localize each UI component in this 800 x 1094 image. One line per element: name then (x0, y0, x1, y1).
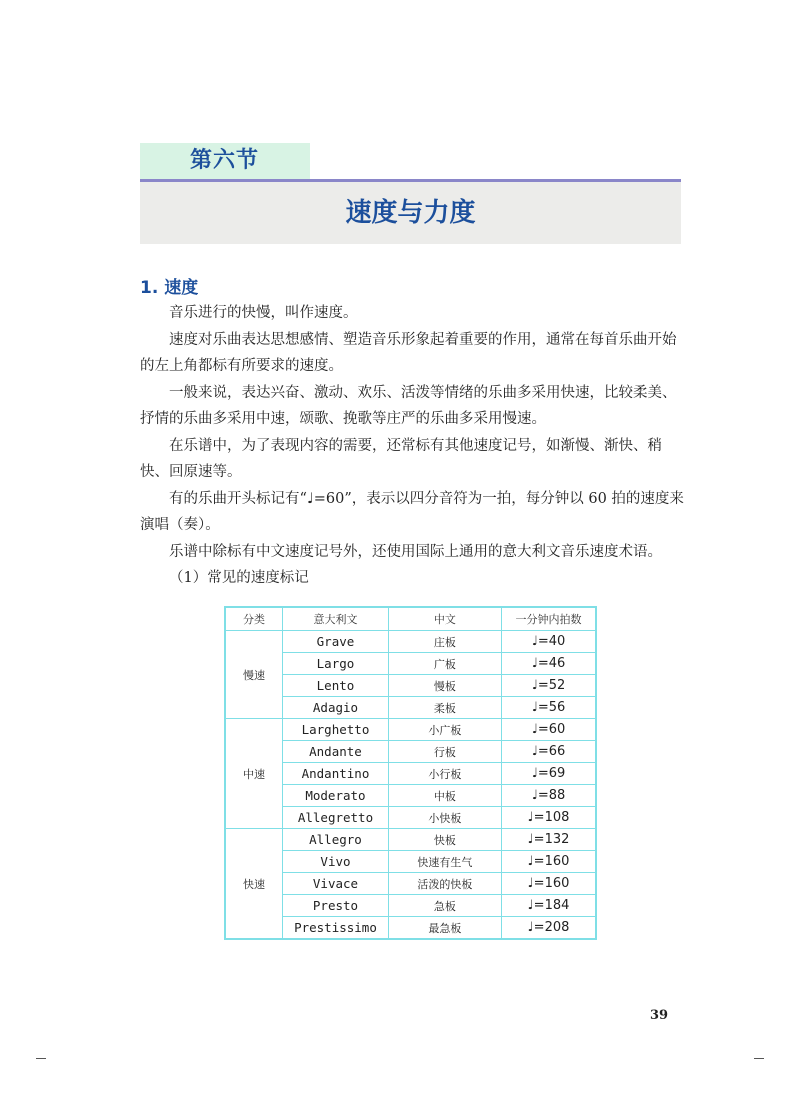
bpm-cell: ♩=46 (501, 653, 596, 675)
bpm-cell: ♩=160 (501, 851, 596, 873)
bpm-cell: ♩=88 (501, 785, 596, 807)
italian-term-cell: Presto (283, 895, 389, 917)
paragraph: 乐谱中除标有中文速度记号外，还使用国际上通用的意大利文音乐速度术语。 (169, 543, 662, 560)
italian-term-cell: Prestissimo (283, 917, 389, 940)
chinese-term-cell: 柔板 (388, 697, 501, 719)
tempo-table-body (225, 631, 596, 940)
table-row (225, 719, 596, 741)
bpm-cell: ♩=60 (501, 719, 596, 741)
bpm-cell: ♩=40 (501, 631, 596, 653)
crop-mark-left (36, 1058, 46, 1059)
chinese-term-cell: 急板 (388, 895, 501, 917)
header-chinese: 中文 (388, 607, 501, 631)
table-header-row (225, 607, 596, 631)
italian-term-cell: Largo (283, 653, 389, 675)
chinese-term-cell: 中板 (388, 785, 501, 807)
paragraph: 音乐进行的快慢，叫作速度。 (169, 305, 358, 321)
chinese-term-cell: 快板 (388, 829, 501, 851)
italian-term-cell: Vivo (283, 851, 389, 873)
chinese-term-cell: 快速有生气 (388, 851, 501, 873)
chinese-term-cell: 广板 (388, 653, 501, 675)
italian-term-cell: Adagio (283, 697, 389, 719)
crop-mark-right (754, 1058, 764, 1059)
italian-term-cell: Grave (283, 631, 389, 653)
chinese-term-cell: 最急板 (388, 917, 501, 940)
section-label: 第六节 (190, 148, 260, 173)
paragraph: 在乐谱中，为了表现内容的需要，还常标有其他速度记号，如渐慢、渐快、稍快、回原速等。 (140, 437, 662, 480)
bpm-cell: ♩=108 (501, 807, 596, 829)
italian-term-cell: Andante (283, 741, 389, 763)
chinese-term-cell: 慢板 (388, 675, 501, 697)
paragraph: 一般来说，表达兴奋、激动、欢乐、活泼等情绪的乐曲多采用快速，比较柔美、抒情的乐曲多采用中速，颂歌、挽歌等庄严的乐曲多采用慢速。 (140, 384, 677, 427)
bpm-cell: ♩=69 (501, 763, 596, 785)
list-heading: （1）常见的速度标记 (169, 570, 309, 586)
category-cell: 中速 (225, 719, 283, 829)
bpm-cell: ♩=66 (501, 741, 596, 763)
chinese-term-cell: 小快板 (388, 807, 501, 829)
italian-term-cell: Allegretto (283, 807, 389, 829)
italian-term-cell: Moderato (283, 785, 389, 807)
italian-term-cell: Andantino (283, 763, 389, 785)
paragraph: 速度对乐曲表达思想感情、塑造音乐形象起着重要的作用，通常在每首乐曲开始的左上角都标有所要求的速度。 (140, 331, 677, 374)
table-row (225, 829, 596, 851)
header-bpm: 一分钟内拍数 (501, 607, 596, 631)
body-text (140, 300, 685, 592)
category-cell: 快速 (225, 829, 283, 940)
chapter-title: 速度与力度 (345, 198, 476, 228)
bpm-cell: ♩=184 (501, 895, 596, 917)
header-category: 分类 (225, 607, 283, 631)
bpm-cell: ♩=56 (501, 697, 596, 719)
chinese-term-cell: 行板 (388, 741, 501, 763)
paragraph: 有的乐曲开头标记有“♩=60”，表示以四分音符为一拍，每分钟以 60 拍的速度来演唱（奏）。 (140, 490, 684, 533)
tempo-table (224, 606, 597, 940)
chinese-term-cell: 活泼的快板 (388, 873, 501, 895)
italian-term-cell: Larghetto (283, 719, 389, 741)
header-italian: 意大利文 (283, 607, 389, 631)
chinese-term-cell: 小行板 (388, 763, 501, 785)
subheading: 1. 速度 (140, 278, 199, 298)
italian-term-cell: Vivace (283, 873, 389, 895)
chinese-term-cell: 庄板 (388, 631, 501, 653)
italian-term-cell: Allegro (283, 829, 389, 851)
bpm-cell: ♩=132 (501, 829, 596, 851)
bpm-cell: ♩=52 (501, 675, 596, 697)
italian-term-cell: Lento (283, 675, 389, 697)
chinese-term-cell: 小广板 (388, 719, 501, 741)
bpm-cell: ♩=160 (501, 873, 596, 895)
category-cell: 慢速 (225, 631, 283, 719)
bpm-cell: ♩=208 (501, 917, 596, 940)
table-row (225, 631, 596, 653)
page-number: 39 (650, 1008, 669, 1023)
